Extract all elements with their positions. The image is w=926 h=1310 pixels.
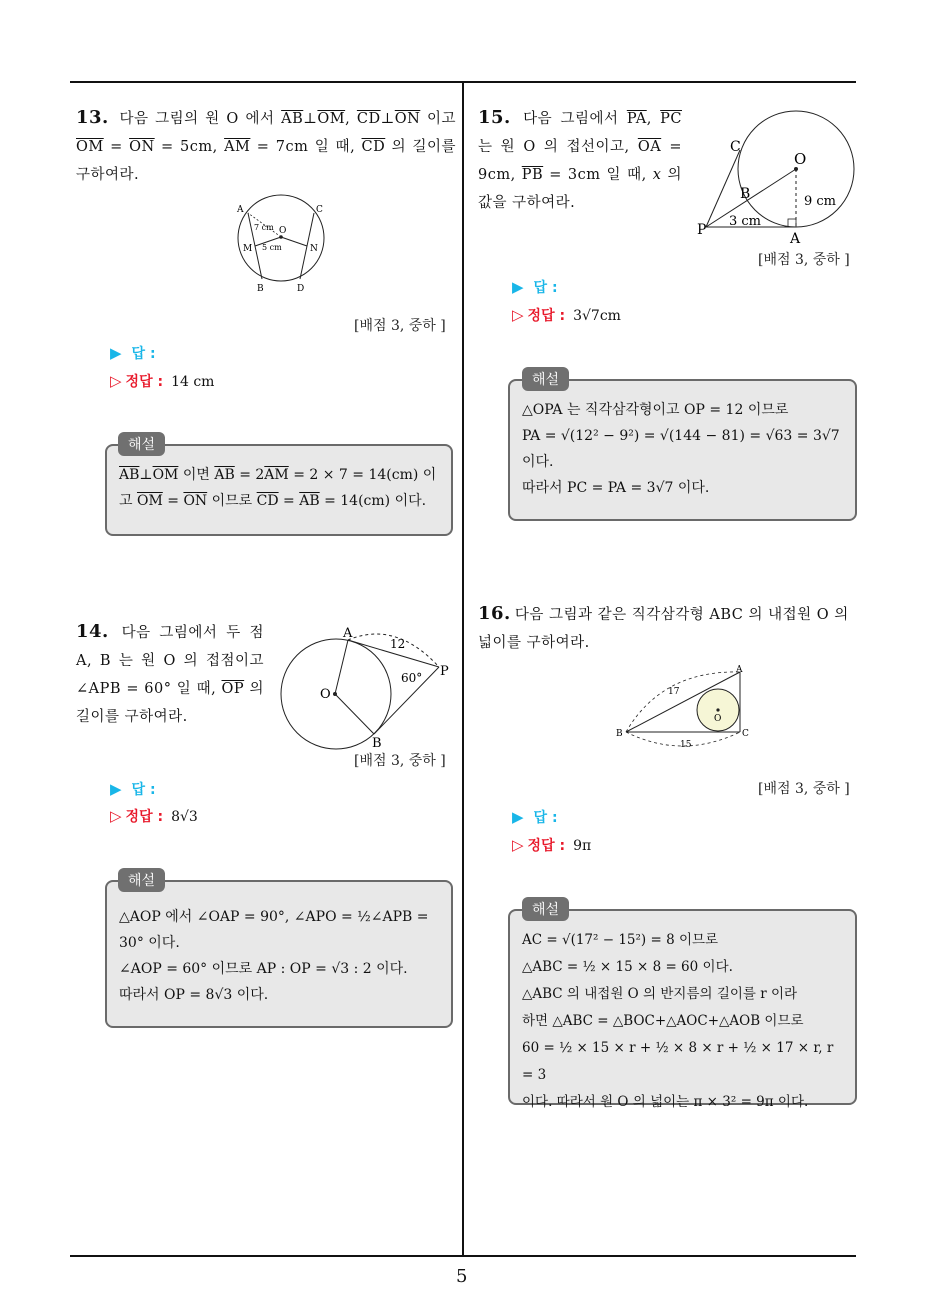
q13-solution-box bbox=[105, 444, 453, 536]
column-divider bbox=[462, 82, 464, 1256]
q16-answer-label: 답 : bbox=[533, 810, 558, 826]
q13-label-c: C bbox=[316, 205, 323, 215]
q16-solution-line-3: △ABC 의 내접원 O 의 반지름의 길이를 r 이라 bbox=[522, 986, 798, 1002]
q13-correct-label: 정답 : bbox=[125, 374, 164, 390]
question-14 bbox=[76, 618, 264, 731]
q14-correct-label: 정답 : bbox=[125, 809, 164, 825]
question-13 bbox=[76, 104, 456, 189]
q13-label-o: O bbox=[279, 226, 287, 236]
correct-arrow-icon: ▷ bbox=[110, 807, 122, 825]
q16-solution-line-6: 이다. 따라서 원 O 의 넓이는 π × 3² = 9π 이다. bbox=[522, 1094, 809, 1110]
q15-meta: [배점 3, 중하 ] bbox=[758, 252, 850, 268]
q15-solution-line-1: △OPA 는 직각삼각형이고 OP = 12 이므로 bbox=[522, 402, 789, 418]
q15-solution-line-3: 이다. bbox=[522, 454, 554, 470]
q16-label-a: A bbox=[736, 665, 743, 675]
q14-label-b: B bbox=[372, 736, 382, 751]
q15-label-a: A bbox=[790, 231, 801, 247]
q16-correct-value: 9π bbox=[573, 838, 592, 854]
q15-correct-value: 3√7cm bbox=[573, 308, 621, 324]
q14-meta: [배점 3, 중하 ] bbox=[354, 753, 446, 769]
q16-center-dot bbox=[716, 708, 719, 711]
question-15-number: 15. bbox=[478, 107, 511, 128]
q16-solution-line-2: △ABC = ½ × 15 × 8 = 60 이다. bbox=[522, 959, 733, 975]
q13-segment-on bbox=[281, 237, 307, 246]
q15-label-p: P bbox=[697, 222, 707, 238]
q13-correct-value: 14 cm bbox=[171, 374, 215, 390]
answer-arrow-icon: ▶ bbox=[512, 278, 524, 296]
q16-meta: [배점 3, 중하 ] bbox=[758, 781, 850, 797]
q15-label-9cm: 9 cm bbox=[804, 194, 837, 209]
q13-label-5cm: 5 cm bbox=[262, 243, 282, 252]
q15-label-b: B bbox=[740, 186, 751, 202]
q15-correct-label: 정답 : bbox=[527, 308, 566, 324]
answer-arrow-icon: ▶ bbox=[110, 780, 122, 798]
q14-solution-box bbox=[105, 880, 453, 1028]
q15-right-angle bbox=[788, 219, 796, 227]
q14-label-p: P bbox=[440, 664, 449, 679]
question-16 bbox=[478, 600, 858, 657]
q14-answer-label: 답 : bbox=[131, 782, 156, 798]
q13-label-a: A bbox=[237, 205, 244, 215]
q14-correct-value: 8√3 bbox=[171, 809, 198, 825]
answer-arrow-icon: ▶ bbox=[110, 344, 122, 362]
q14-figure bbox=[276, 622, 456, 752]
question-16-text bbox=[478, 600, 858, 657]
q15-solution-box bbox=[508, 379, 857, 521]
question-15 bbox=[478, 104, 682, 217]
q16-answer-line bbox=[512, 807, 558, 827]
q15-solution-line-4: 따라서 PC = PA = 3√7 이다. bbox=[522, 480, 710, 496]
q15-answer-line bbox=[512, 277, 558, 297]
q16-label-o: O bbox=[714, 714, 722, 724]
q13-label-7cm: 7 cm bbox=[254, 223, 274, 232]
q14-solution-line-2: ∠AOP = 60° 이므로 AP : OP = √3 : 2 이다. bbox=[119, 961, 408, 977]
question-16-number: 16. bbox=[478, 603, 511, 624]
question-14-number: 14. bbox=[76, 621, 109, 642]
question-13-text: 13. 다음 그림의 원 O 에서 $\overline{AB}\perp\overline{OM}$, $\overline{CD}\perp\overline{ON}$ 이고 $\overline{OM} = \overline{ON} = 5cm$, $\overline{AM} = 7cm$ 일 때, $\overline{CD}$ 의 길이를 구하여라. bbox=[76, 107, 456, 183]
q16-solution-tag: 해설 bbox=[522, 897, 569, 921]
q16-solution-box bbox=[508, 909, 857, 1110]
q14-radius-ob bbox=[335, 694, 374, 734]
q14-answer-line bbox=[110, 779, 156, 799]
q15-label-3cm: 3 cm bbox=[729, 214, 762, 229]
q16-solution-line-1: AC = √(17² − 15²) = 8 이므로 bbox=[522, 932, 719, 948]
q14-solution-line-3: 따라서 OP = 8√3 이다. bbox=[119, 987, 269, 1003]
q13-label-b: B bbox=[257, 284, 264, 292]
q13-label-m: M bbox=[243, 244, 253, 254]
q16-question-body: 다음 그림과 같은 직각삼각형 ABC 의 내접원 O 의 넓이를 구하여라. bbox=[478, 607, 849, 651]
q14-center-dot bbox=[333, 692, 337, 696]
q13-meta: [배점 3, 중하 ] bbox=[354, 318, 446, 334]
q16-label-b: B bbox=[616, 729, 623, 739]
q14-label-o: O bbox=[320, 687, 331, 702]
answer-arrow-icon: ▶ bbox=[512, 808, 524, 826]
q16-label-17: 17 bbox=[668, 687, 680, 697]
q14-radius-oa bbox=[335, 640, 348, 694]
q14-correct-line bbox=[110, 806, 198, 826]
q15-solution-tag: 해설 bbox=[522, 367, 569, 391]
correct-arrow-icon: ▷ bbox=[512, 306, 524, 324]
page-number: 5 bbox=[456, 1266, 468, 1287]
q16-correct-line bbox=[512, 835, 591, 855]
question-13-number: 13. bbox=[76, 107, 109, 128]
q15-label-c: C bbox=[730, 139, 741, 155]
q13-solution-text: $\overline{AB}\perp\overline{OM}$ 이면 $\overline{AB} = 2\overline{AM} = 2 \times 7 = 14(cm)$ 이고 $\overline{OM} = \overline{ON}$ 이므로 $\overline{CD} = \overline{AB} = 14(cm)$ 이다. bbox=[119, 467, 437, 509]
q15-figure bbox=[696, 104, 856, 250]
question-14-text: 14. 다음 그림에서 두 점 A, B 는 원 O 의 접점이고 ∠APB = 60° 일 때, $\overline{OP}$ 의 길이를 구하여라. bbox=[76, 621, 264, 725]
q15-answer-label: 답 : bbox=[533, 280, 558, 296]
bottom-rule bbox=[70, 1255, 856, 1257]
q15-correct-line bbox=[512, 305, 621, 325]
q16-label-15: 15 bbox=[680, 740, 692, 750]
q13-label-n: N bbox=[310, 244, 318, 254]
q13-solution-tag: 해설 bbox=[118, 432, 165, 456]
q16-label-c: C bbox=[742, 729, 749, 739]
q16-solution-line-5: 60 = ½ × 15 × r + ½ × 8 × r + ½ × 17 × r, r = 3 bbox=[522, 1040, 834, 1083]
q14-solution-tag: 해설 bbox=[118, 868, 165, 892]
q13-label-d: D bbox=[297, 284, 305, 292]
q16-correct-label: 정답 : bbox=[527, 838, 566, 854]
q14-label-a: A bbox=[343, 626, 353, 641]
correct-arrow-icon: ▷ bbox=[512, 836, 524, 854]
q13-correct-line bbox=[110, 371, 214, 391]
q13-answer-line bbox=[110, 343, 156, 363]
q14-label-12: 12 bbox=[390, 637, 406, 651]
q14-label-angle: 60° bbox=[401, 671, 423, 685]
q14-solution-line-1: △AOP 에서 ∠OAP = 90°, ∠APO = ½∠APB = 30° 이다. bbox=[119, 909, 429, 951]
q13-answer-label: 답 : bbox=[131, 346, 156, 362]
q13-figure bbox=[226, 192, 336, 292]
correct-arrow-icon: ▷ bbox=[110, 372, 122, 390]
question-15-text: 15. 다음 그림에서 $\overline{PA}$, $\overline{PC}$ 는 원 O 의 접선이고, $\overline{OA} = 9cm$, $\overline{PB} = 3cm$ 일 때, x 의 값을 구하여라. bbox=[478, 107, 682, 211]
q15-solution-line-2: PA = √(12² − 9²) = √(144 − 81) = √63 = 3√7 bbox=[522, 428, 840, 444]
q16-figure bbox=[612, 662, 758, 754]
q16-solution-line-4: 하면 △ABC = △BOC+△AOC+△AOB 이므로 bbox=[522, 1013, 804, 1029]
q15-label-o: O bbox=[794, 150, 807, 168]
